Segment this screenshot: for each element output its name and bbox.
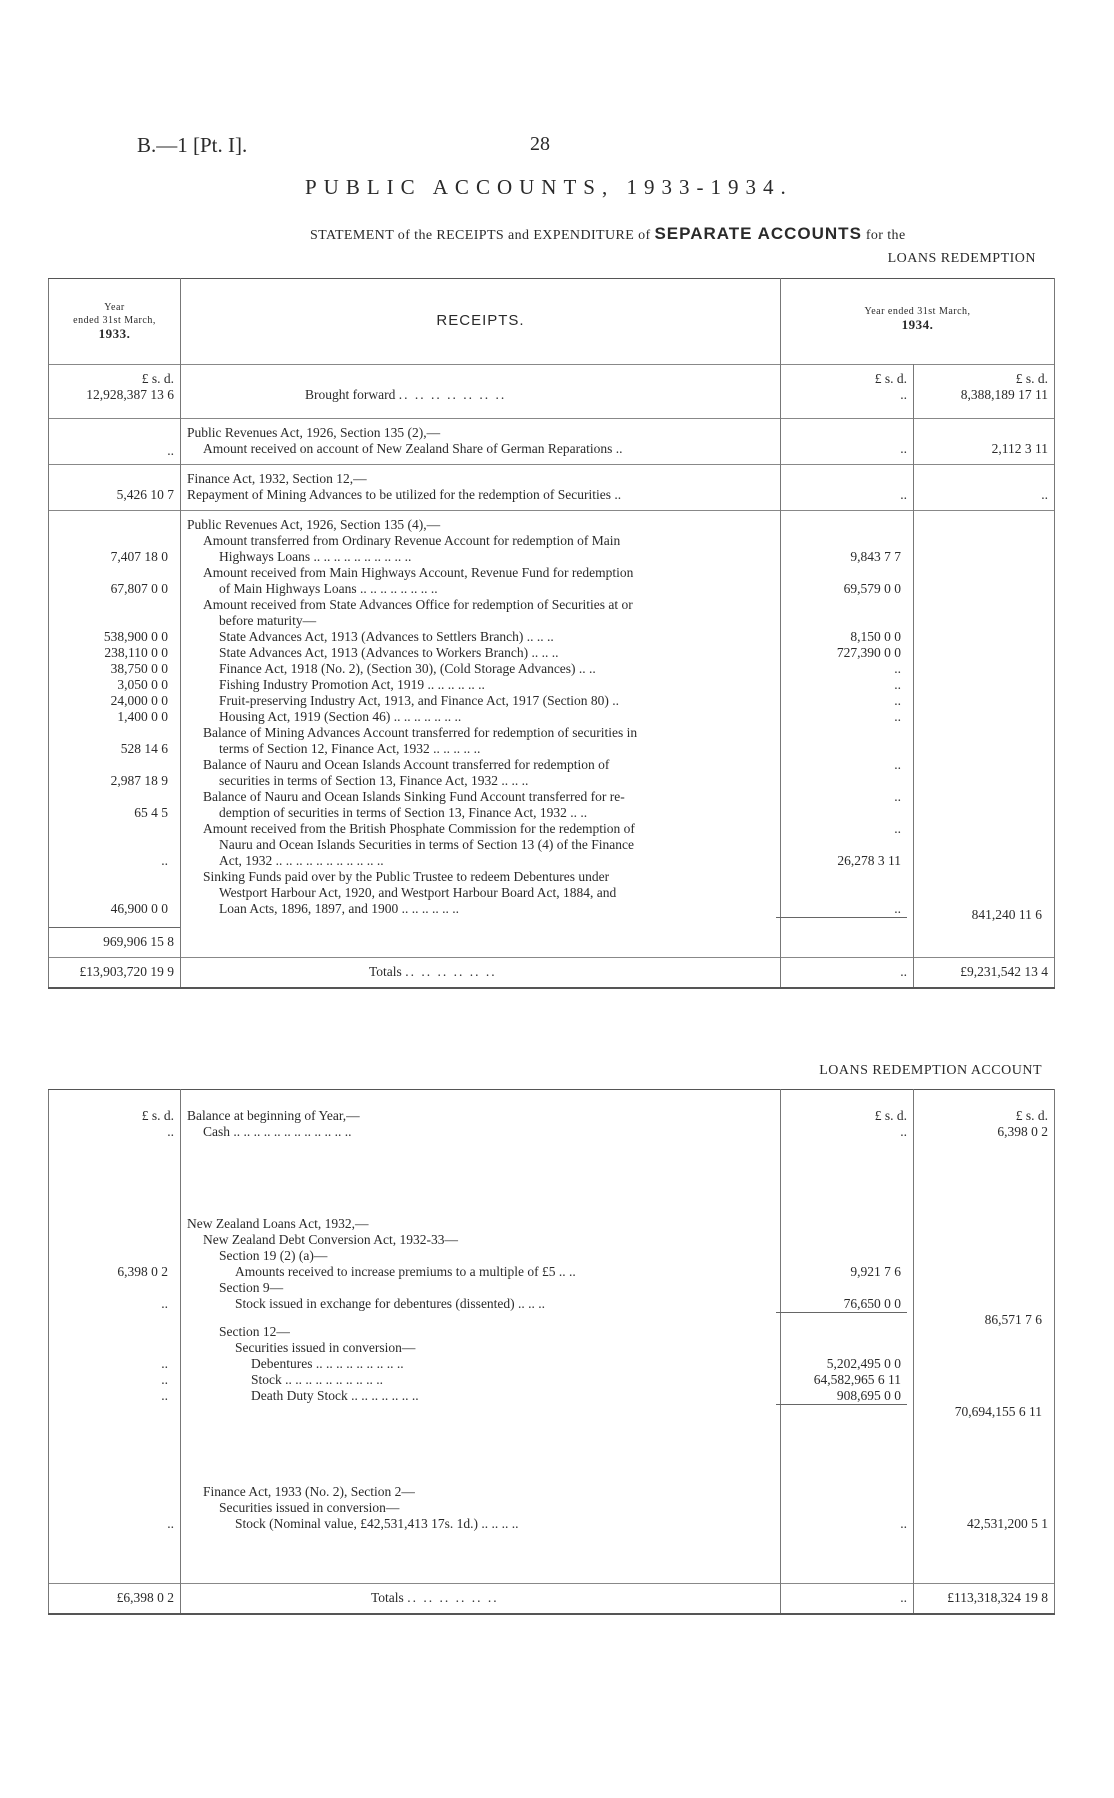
detail-amount: 26,278 3 11 [837, 853, 901, 868]
amount-1933: .. [161, 853, 168, 868]
amount-1933: 1,400 0 0 [117, 709, 168, 724]
receipts-table [48, 278, 1055, 989]
receipts-column-header: RECEIPTS. [181, 279, 781, 365]
receipts-header-row [49, 279, 1055, 365]
mining-advances-row [49, 465, 1055, 511]
row-label: Brought forward .. .. .. .. .. .. .. [305, 387, 507, 402]
row-label: Amount received from Main Highways Account, Revenue Fund for redemption [203, 565, 634, 580]
currency-label: £ s. d. [1015, 1108, 1048, 1123]
grand-total: £9,231,542 13 4 [960, 964, 1049, 979]
row-label: Balance of Nauru and Ocean Islands Sinking Fund Account transferred for re- [203, 789, 625, 804]
amount-1933: 3,050 0 0 [117, 677, 168, 692]
total-1933: £13,903,720 19 9 [79, 964, 174, 979]
row-label: Loan Acts, 1896, 1897, and 1900 .. .. .. .. .. .. [219, 901, 459, 916]
row-label: Stock (Nominal value, £42,531,413 17s. 1d.) .. .. .. .. [235, 1515, 519, 1531]
finance-act-1933-row [49, 1470, 1055, 1584]
act-heading: Finance Act, 1933 (No. 2), Section 2— [203, 1483, 415, 1499]
detail-amount: 5,202,495 0 0 [826, 1355, 901, 1371]
brought-forward-row [49, 365, 1055, 419]
total-amount: 6,398 0 2 [997, 1124, 1048, 1139]
amount-1933: .. [161, 1355, 168, 1371]
row-label: Debentures .. .. .. .. .. .. .. .. .. [251, 1355, 404, 1371]
total-amount: 70,694,155 6 11 [954, 1403, 1042, 1419]
act-heading: Section 12— [219, 1323, 290, 1339]
total-amount: 8,388,189 17 11 [960, 387, 1049, 402]
amount-1933: 46,900 0 0 [110, 901, 168, 916]
statement-heading [310, 224, 906, 244]
amount-1933: 38,750 0 0 [110, 661, 168, 676]
act-heading: Public Revenues Act, 1926, Section 135 (2),— [187, 425, 441, 440]
row-label: Balance of Nauru and Ocean Islands Account transferred for redemption of [203, 757, 610, 772]
currency-label: £ s. d. [874, 371, 907, 386]
amount-1933: 538,900 0 0 [103, 629, 168, 644]
row-label: State Advances Act, 1913 (Advances to Settlers Branch) .. .. .. [219, 629, 554, 644]
row-label: Balance of Mining Advances Account transferred for redemption of securities in [203, 725, 638, 740]
german-reparations-row [49, 419, 1055, 465]
page-number: 28 [530, 133, 550, 155]
separate-accounts-label: SEPARATE ACCOUNTS [654, 224, 862, 243]
detail-amount: .. [776, 901, 907, 918]
detail-amount: 908,695 0 0 [776, 1388, 907, 1405]
detail-amount: .. [900, 1590, 907, 1605]
amount-1933: .. [161, 1387, 168, 1403]
act-heading: Finance Act, 1932, Section 12,— [187, 471, 367, 486]
detail-amount: .. [894, 821, 901, 836]
amount-1933: .. [167, 1124, 174, 1139]
row-label: Housing Act, 1919 (Section 46) .. .. .. .. .. .. .. [219, 709, 462, 724]
loans-redemption-heading: LOANS REDEMPTION [887, 251, 1036, 266]
row-label: Securities issued in conversion— [235, 1339, 416, 1355]
currency-label: £ s. d. [874, 1108, 907, 1123]
total-amount: 841,240 11 6 [971, 907, 1043, 922]
row-label: Repayment of Mining Advances to be utilized for the redemption of Securities .. [187, 487, 622, 502]
total-amount: .. [1041, 487, 1049, 502]
row-label: Stock issued in exchange for debentures (dissented) .. .. .. [235, 1295, 546, 1311]
row-label: Amount received on account of New Zealand Share of German Reparations .. [203, 441, 623, 456]
detail-amount: 9,843 7 7 [850, 549, 901, 564]
detail-amount: .. [894, 709, 901, 724]
row-label: Section 9— [219, 1279, 284, 1295]
total-1933: £6,398 0 2 [116, 1590, 174, 1605]
row-label: Amount transferred from Ordinary Revenue Account for redemption of Main [203, 533, 621, 548]
total-amount: 2,112 3 11 [991, 441, 1049, 456]
detail-amount: .. [900, 441, 907, 456]
row-label: Amounts received to increase premiums to a multiple of £5 .. .. [235, 1263, 576, 1279]
amount-1933: .. [167, 443, 174, 458]
grand-total: £113,318,324 19 8 [947, 1590, 1048, 1605]
loans-redemption-table [48, 1089, 1055, 1615]
page-title: PUBLIC ACCOUNTS, 1933-1934. [305, 175, 793, 199]
row-label: Stock .. .. .. .. .. .. .. .. .. .. [251, 1371, 384, 1387]
balance-row [49, 1090, 1055, 1200]
detail-amount: .. [894, 693, 901, 708]
amount-1933: 67,807 0 0 [110, 581, 168, 596]
amount-1933: 528 14 6 [120, 741, 168, 756]
receipts-totals-row [49, 958, 1055, 988]
detail-amount: 8,150 0 0 [850, 629, 901, 644]
loans-totals-row [49, 1584, 1055, 1614]
act-heading: Public Revenues Act, 1926, Section 135 (4),— [187, 517, 441, 532]
row-label: Securities issued in conversion— [219, 1499, 400, 1515]
amount-1933: 6,398 0 2 [117, 1263, 168, 1279]
detail-amount: .. [900, 487, 907, 502]
detail-amount: 76,650 0 0 [776, 1296, 907, 1313]
row-label: Amount received from State Advances Office for redemption of Securities at or [203, 597, 633, 612]
amount-1933: 238,110 0 0 [104, 645, 168, 660]
row-label: Amount received from the British Phosphate Commission for the redemption of [203, 821, 635, 836]
detail-amount: .. [894, 757, 901, 772]
section-12-row [49, 1320, 1055, 1470]
report-reference: B.—1 [Pt. I]. [137, 133, 248, 157]
row-label: Highways Loans .. .. .. .. .. .. .. .. .. .. [219, 549, 412, 564]
row-label: Nauru and Ocean Islands Securities in terms of Section 13 (4) of the Finance [219, 837, 635, 852]
total-amount: 86,571 7 6 [984, 1311, 1042, 1327]
currency-label: £ s. d. [141, 371, 174, 386]
row-label: Act, 1932 .. .. .. .. .. .. .. .. .. .. .. [219, 853, 384, 868]
amount-1933: 24,000 0 0 [110, 693, 168, 708]
detail-amount: .. [900, 1515, 907, 1531]
currency-label: £ s. d. [141, 1108, 174, 1123]
row-label: New Zealand Debt Conversion Act, 1932-33— [203, 1231, 458, 1247]
detail-amount: 69,579 0 0 [843, 581, 901, 596]
amount-1933: .. [167, 1515, 174, 1531]
row-label: State Advances Act, 1913 (Advances to Workers Branch) .. .. .. [219, 645, 559, 660]
row-label: Westport Harbour Act, 1920, and Westport Harbour Board Act, 1884, and [219, 885, 617, 900]
public-revenues-section-row [49, 511, 1055, 928]
detail-amount: .. [900, 1124, 907, 1139]
detail-amount: .. [894, 789, 901, 804]
row-label: Death Duty Stock .. .. .. .. .. .. .. [251, 1387, 419, 1403]
totals-label: Totals .. .. .. .. .. .. [369, 964, 497, 979]
act-heading: New Zealand Loans Act, 1932,— [187, 1215, 369, 1231]
row-label: Finance Act, 1918 (No. 2), (Section 30), (Cold Storage Advances) .. .. [219, 661, 596, 676]
row-label: demption of securities in terms of Section 13, Finance Act, 1932 .. .. [219, 805, 588, 820]
nz-loans-act-row [49, 1200, 1055, 1320]
amount-1933: 65 4 5 [134, 805, 168, 820]
totals-label: Totals .. .. .. .. .. .. [371, 1590, 499, 1605]
amount-1933: 2,987 18 9 [110, 773, 168, 788]
detail-amount: 64,582,965 6 11 [813, 1371, 901, 1387]
total-amount: 42,531,200 5 1 [967, 1515, 1048, 1531]
row-label: securities in terms of Section 13, Finance Act, 1932 .. .. .. [219, 773, 529, 788]
row-label: of Main Highways Loans .. .. .. .. .. .. .. .. [219, 581, 438, 596]
statement-prefix: STATEMENT of the RECEIPTS and EXPENDITURE of [310, 228, 651, 243]
subtotal-row [49, 928, 1055, 958]
row-label: before maturity— [219, 613, 317, 628]
row-label: Cash .. .. .. .. .. .. .. .. .. .. .. .. [203, 1124, 352, 1139]
detail-amount: 727,390 0 0 [836, 645, 901, 660]
amount-1933: 5,426 10 7 [116, 487, 174, 502]
row-label: Sinking Funds paid over by the Public Trustee to redeem Debentures under [203, 869, 610, 884]
row-label: Fishing Industry Promotion Act, 1919 .. .. .. .. .. .. [219, 677, 485, 692]
amount-1933: 7,407 18 0 [110, 549, 168, 564]
subtotal-1933: 969,906 15 8 [103, 934, 174, 949]
detail-amount: .. [900, 387, 907, 402]
currency-label: £ s. d. [1015, 371, 1049, 386]
amount-1933: .. [161, 1295, 168, 1311]
amount-1933: 12,928,387 13 6 [86, 387, 174, 402]
act-heading: Balance at beginning of Year,— [187, 1108, 360, 1123]
detail-amount: .. [900, 964, 907, 979]
year-1934-header: Year ended 31st March, 1934. [781, 279, 1055, 365]
detail-amount: .. [894, 677, 901, 692]
row-label: Section 19 (2) (a)— [219, 1247, 328, 1263]
loans-redemption-account-title: LOANS REDEMPTION ACCOUNT [819, 1063, 1042, 1078]
row-label: Fruit-preserving Industry Act, 1913, and Finance Act, 1917 (Section 80) .. [219, 693, 620, 708]
year-1933-header: Year ended 31st March, 1933. [49, 279, 181, 365]
amount-1933: .. [161, 1371, 168, 1387]
detail-amount: 9,921 7 6 [850, 1263, 901, 1279]
detail-amount: .. [894, 661, 901, 676]
row-label: terms of Section 12, Finance Act, 1932 .. .. .. .. .. [219, 741, 481, 756]
statement-suffix: for the [865, 228, 906, 243]
